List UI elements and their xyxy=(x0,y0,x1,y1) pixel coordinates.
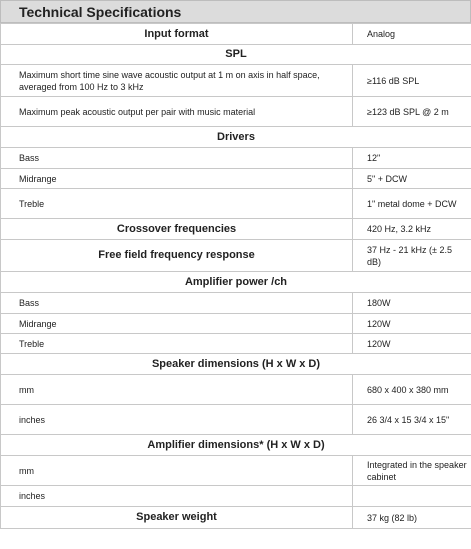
spec-value: 680 x 400 x 380 mm xyxy=(353,375,471,405)
spec-label: Bass xyxy=(1,148,353,169)
spec-label: Treble xyxy=(1,334,353,354)
table-row xyxy=(1,169,471,189)
table-row xyxy=(1,456,471,486)
spec-value: ≥123 dB SPL @ 2 m xyxy=(353,97,471,127)
spec-label: Treble xyxy=(1,189,353,219)
table-row xyxy=(1,148,471,169)
spec-value: 120W xyxy=(353,334,471,354)
group-header: Amplifier dimensions* (H x W x D) xyxy=(1,435,471,456)
spec-label: inches xyxy=(1,405,353,435)
spec-label: Midrange xyxy=(1,169,353,189)
spec-label: Bass xyxy=(1,293,353,314)
table-row xyxy=(1,189,471,219)
spec-label: Speaker weight xyxy=(1,507,353,529)
spec-label: Maximum short time sine wave acoustic output at 1 m on axis in half space, averaged from 100 Hz to 3 kHz xyxy=(1,65,353,97)
spec-value: 26 3/4 x 15 3/4 x 15" xyxy=(353,405,471,435)
group-header: Speaker dimensions (H x W x D) xyxy=(1,354,471,375)
table-row xyxy=(1,293,471,314)
group-header: Amplifier power /ch xyxy=(1,272,471,293)
spec-label: Maximum peak acoustic output per pair with music material xyxy=(1,97,353,127)
spec-label: mm xyxy=(1,456,353,486)
spec-value: Integrated in the speaker cabinet xyxy=(353,456,471,486)
spec-label: Input format xyxy=(1,24,353,45)
spec-value: 120W xyxy=(353,314,471,334)
spec-value: 1" metal dome + DCW xyxy=(353,189,471,219)
spec-value: Analog xyxy=(353,24,471,45)
spec-value xyxy=(353,486,471,507)
section-title: Technical Specifications xyxy=(0,0,471,23)
spec-value: 37 Hz - 21 kHz (± 2.5 dB) xyxy=(353,240,471,272)
group-header: Drivers xyxy=(1,127,471,148)
table-row xyxy=(1,65,471,97)
table-row xyxy=(1,375,471,405)
table-row xyxy=(1,97,471,127)
spec-value: 420 Hz, 3.2 kHz xyxy=(353,219,471,240)
spec-label: mm xyxy=(1,375,353,405)
spec-value: 37 kg (82 lb) xyxy=(353,507,471,529)
spec-label: inches xyxy=(1,486,353,507)
group-header-row xyxy=(1,45,471,65)
group-header: SPL xyxy=(1,45,471,65)
table-row xyxy=(1,219,471,240)
table-row xyxy=(1,486,471,507)
spec-label: Free field frequency response xyxy=(1,240,353,272)
spec-value: ≥116 dB SPL xyxy=(353,65,471,97)
group-header-row xyxy=(1,435,471,456)
spec-value: 5" + DCW xyxy=(353,169,471,189)
table-row xyxy=(1,405,471,435)
spec-value: 12" xyxy=(353,148,471,169)
table-row xyxy=(1,334,471,354)
spec-label: Crossover frequencies xyxy=(1,219,353,240)
spec-label: Midrange xyxy=(1,314,353,334)
group-header-row xyxy=(1,127,471,148)
table-row xyxy=(1,314,471,334)
group-header-row xyxy=(1,272,471,293)
table-row xyxy=(1,507,471,529)
table-row xyxy=(1,24,471,45)
group-header-row xyxy=(1,354,471,375)
spec-value: 180W xyxy=(353,293,471,314)
table-row xyxy=(1,240,471,272)
spec-table xyxy=(0,23,471,529)
